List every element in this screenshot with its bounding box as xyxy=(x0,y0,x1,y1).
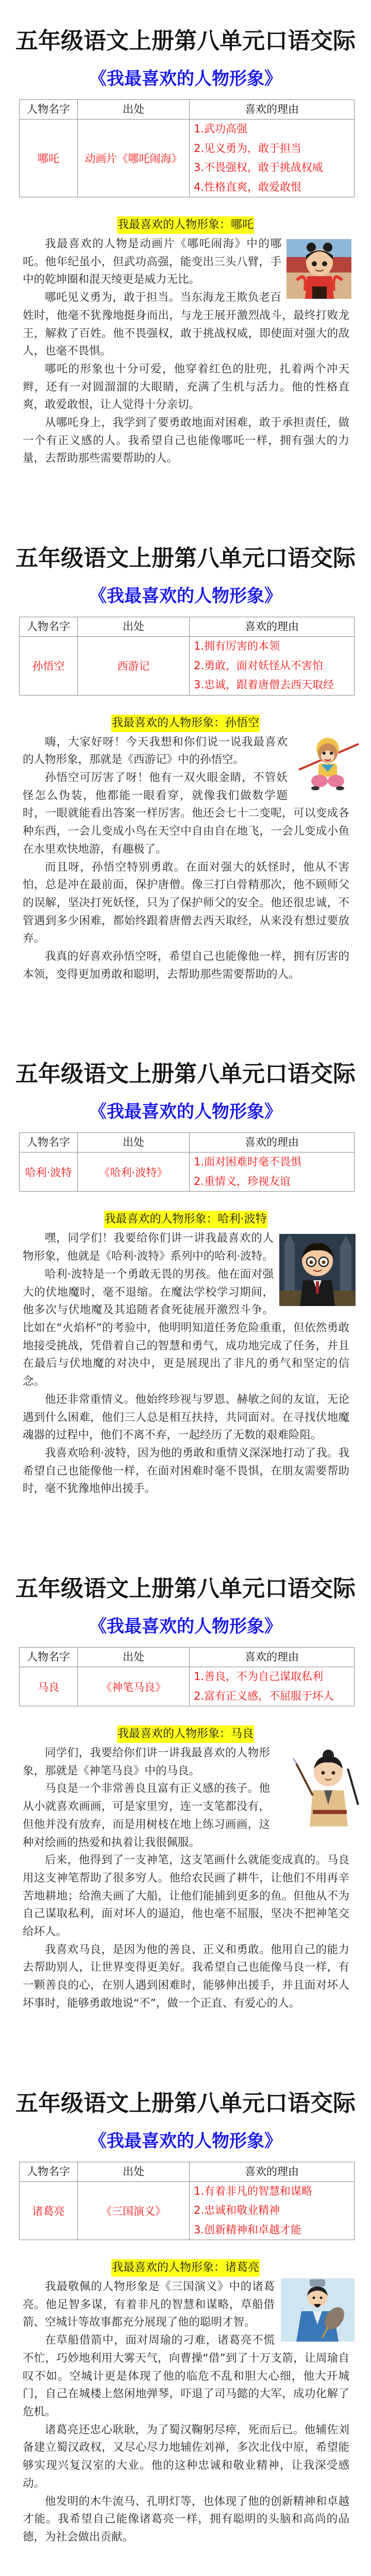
page-title: 五年级语文上册第八单元口语交际 xyxy=(15,28,356,54)
essay-paragraph: 马良是一个非常善良且富有正义感的孩子。他从小就喜欢画画，可是家里穷，连一支笔都没有，但他并没有放弃，而是用树枝在地上练习画画，这种对绘画的热爱和执着让我很佩服。 xyxy=(23,1782,270,1849)
character-section xyxy=(0,517,371,1033)
highlighted-heading: 我最喜欢的人物形象：哪吒 xyxy=(117,216,254,234)
page-title: 五年级语文上册第八单元口语交际 xyxy=(15,2090,356,2116)
character-info-table xyxy=(19,2162,355,2241)
character-info-table xyxy=(19,617,355,696)
essay-paragraph: 我喜欢哈利·波特，因为他的勇敢和重情义深深地打动了我。我希望自己也能像他一样，在面对困难时毫不畏惧，在朋友需要帮助时，毫不犹豫地伸出援手。 xyxy=(23,1446,349,1496)
zhuge-liang-illustration xyxy=(281,2278,355,2342)
table-header-row xyxy=(20,100,355,120)
essay-paragraph: 孙悟空可厉害了呀！他有一双火眼金睛，不管妖怪怎么伪装，他都能一眼看穿，就像我们做数学题时，一眼就能看出答案一样厉害。他还会七十二变呢，可以变成各种东西，一会儿变成小鸟在天空中自由自在地飞，一会儿变成小鱼在水里欢快地游，有趣极了。 xyxy=(23,771,349,856)
essay-paragraph: 同学们，我要给你们讲一讲我最喜欢的人物形象，那就是《神笔马良》中的马良。 xyxy=(23,1747,270,1777)
topic-subtitle: 《我最喜欢的人物形象》 xyxy=(89,2130,282,2151)
reason-item: 2.富有正义感，不屈服于坏人 xyxy=(194,1689,334,1702)
header-reasons: 喜欢的理由 xyxy=(190,2162,355,2181)
highlighted-heading: 我最喜欢的人物形象：马良 xyxy=(117,1725,254,1743)
reason-item: 3.不畏强权，敢于挑战权威 xyxy=(194,161,324,174)
topic-subtitle: 《我最喜欢的人物形象》 xyxy=(89,1101,282,1123)
reason-item: 1.拥有厉害的本领 xyxy=(194,640,280,653)
header-source: 出处 xyxy=(78,2162,190,2181)
character-name: 孙悟空 xyxy=(20,637,78,696)
reason-item: 3.忠诚，跟着唐僧去西天取经 xyxy=(194,679,334,691)
monkey-king-illustration xyxy=(295,734,363,791)
header-name: 人物名字 xyxy=(20,1648,78,1667)
page-title: 五年级语文上册第八单元口语交际 xyxy=(15,545,356,572)
ma-liang-illustration xyxy=(281,1748,364,1826)
character-info-table xyxy=(19,1132,355,1192)
essay-body xyxy=(0,235,371,468)
character-section xyxy=(0,2062,371,2567)
topic-subtitle: 《我最喜欢的人物形象》 xyxy=(89,586,282,607)
character-name: 哈利·波特 xyxy=(20,1153,78,1192)
essay-paragraph: 他还非常重情义。他始终珍视与罗恩、赫敏之间的友谊，无论遇到什么困难，他们三人总是相互扶持，共同面对。在寻找伏地魔魂器的过程中，他们不离不弃，一起经历了无数的艰难险阻。 xyxy=(23,1393,349,1442)
topic-subtitle: 《我最喜欢的人物形象》 xyxy=(89,1616,282,1637)
topic-subtitle: 《我最喜欢的人物形象》 xyxy=(89,69,282,89)
character-source: 西游记 xyxy=(78,637,190,696)
essay-paragraph: 哪吒见义勇为，敢于担当。当东海龙王欺负老百姓时，他毫不犹豫地挺身而出，与龙王展开激烈战斗，最终打败龙王，解救了百姓。他不畏强权，敢于挑战权威，即使面对强大的敌人，也毫不畏惧。 xyxy=(23,291,349,358)
essay-body xyxy=(0,1230,371,1498)
essay-paragraph: 后来，他得到了一支神笔，这支笔画什么就能变成真的。马良用这支神笔帮助了很多穷人。他给农民画了耕牛，让他们不用再辛苦地耕地；给渔夫画了大船，让他们能捕到更多的鱼。但他从不为自己谋取私利，面对坏人的逼迫，他也毫不屈服，坚决不把神笔交给坏人。 xyxy=(23,1854,349,1939)
page-title: 五年级语文上册第八单元口语交际 xyxy=(15,1575,356,1602)
nezha-illustration xyxy=(286,239,351,299)
harry-potter-illustration xyxy=(279,1234,356,1306)
essay-paragraph: 嘿，同学们！我要给你们讲一讲我最喜欢的人物形象，他就是《哈利·波特》系列中的哈利·波特。 xyxy=(23,1232,274,1263)
essay-paragraph: 我最喜欢的人物是动画片《哪吒闹海》中的哪吒。他年纪虽小，但武功高强，能变出三头八臂，手中的乾坤圈和混天绫更是威力无比。 xyxy=(23,238,281,286)
header-source: 出处 xyxy=(78,1133,190,1153)
character-source: 《三国演义》 xyxy=(78,2181,190,2240)
essay-paragraph: 我最敬佩的人物形象是《三国演义》中的诸葛亮。他足智多谋，有着非凡的智慧和谋略，草船借箭、空城计等故事都充分展现了他的聪明才智。 xyxy=(23,2280,275,2329)
character-name: 马良 xyxy=(20,1667,78,1706)
character-source: 动画片《哪吒闹海》 xyxy=(78,120,190,197)
character-section xyxy=(0,0,371,517)
table-header-row xyxy=(20,2162,355,2181)
character-section xyxy=(0,1548,371,2062)
reason-item: 1.面对困难时毫不畏惧 xyxy=(194,1156,302,1168)
essay-paragraph: 哈利·波特是一个勇敢无畏的男孩。他在面对强大的伏地魔时，毫不退缩。在魔法学校学习期间，他多次与伏地魔及其追随者食死徒展开激烈斗争。比如在“火焰杯”的考验中，他明明知道任务危险重重，但依然勇敢地接受挑战，凭借着自己的智慧和勇气，成功地完成了任务，并且在最后与伏地魔的对决中，更是展现出了非凡的勇气和坚定的信念。 xyxy=(23,1267,349,1388)
reason-item: 2.忠诚和敬业精神 xyxy=(194,2204,280,2217)
reason-item: 4.性格直爽，敢爱敢恨 xyxy=(194,180,302,193)
essay-paragraph: 哪吒的形象也十分可爱，他穿着红色的肚兜，扎着两个冲天辫，还有一对圆溜溜的大眼睛，充满了生机与活力。他的性格直爽，敢爱敢恨，让人觉得十分亲切。 xyxy=(23,362,349,412)
character-section xyxy=(0,1033,371,1548)
table-row xyxy=(20,637,355,696)
essay-paragraph: 我真的好喜欢孙悟空呀，希望自己也能像他一样，拥有厉害的本领，变得更加勇敢和聪明，去帮助那些需要帮助的人。 xyxy=(23,950,349,981)
header-name: 人物名字 xyxy=(20,617,78,637)
header-name: 人物名字 xyxy=(20,1133,78,1153)
highlighted-heading: 我最喜欢的人物形象：哈利·波特 xyxy=(104,1211,267,1228)
header-reasons: 喜欢的理由 xyxy=(190,1133,355,1153)
essay-body xyxy=(0,1744,371,2013)
header-source: 出处 xyxy=(78,1648,190,1667)
table-row xyxy=(20,120,355,197)
essay-paragraph: 而且呀，孙悟空特别勇敢。在面对强大的妖怪时，他从不害怕，总是冲在最前面，保护唐僧。像三打白骨精那次，他不顾师父的误解，坚决打死妖怪，只为了保护师父的安全。他还很忠诚，不管遇到多少困难，都始终跟着唐僧去西天取经，从来没有想过要放弃。 xyxy=(23,860,349,945)
table-header-row xyxy=(20,1133,355,1153)
reason-item: 1.善良，不为自己谋取私利 xyxy=(194,1670,324,1683)
essay-body xyxy=(0,2278,371,2547)
essay-paragraph: 嗨，大家好呀！今天我想和你们说一说我最喜欢的人物形象，那就是《西游记》中的孙悟空。 xyxy=(23,735,288,767)
header-reasons: 喜欢的理由 xyxy=(190,617,355,637)
header-reasons: 喜欢的理由 xyxy=(190,100,355,120)
reason-item: 2.勇敢，面对妖怪从不害怕 xyxy=(194,659,324,672)
reason-item: 1.有着非凡的智慧和谋略 xyxy=(194,2184,313,2197)
reasons-cell xyxy=(190,120,355,197)
table-row xyxy=(20,1153,355,1192)
header-source: 出处 xyxy=(78,100,190,120)
reasons-cell xyxy=(190,1667,355,1706)
reason-item: 1.武功高强 xyxy=(194,123,248,135)
table-row xyxy=(20,2181,355,2240)
essay-paragraph: 他发明的木牛流马、孔明灯等，也体现了他的创新精神和卓越才能。我希望自己能像诸葛亮一样，拥有聪明的头脑和高尚的品德，为社会做出贡献。 xyxy=(23,2495,349,2544)
highlighted-heading: 我最喜欢的人物形象：孙悟空 xyxy=(111,715,260,732)
header-name: 人物名字 xyxy=(20,2162,78,2181)
header-name: 人物名字 xyxy=(20,100,78,120)
page-title: 五年级语文上册第八单元口语交际 xyxy=(15,1061,356,1088)
header-source: 出处 xyxy=(78,617,190,637)
table-header-row xyxy=(20,617,355,637)
reason-item: 2.重情义，珍视友谊 xyxy=(194,1175,291,1188)
essay-paragraph: 我喜欢马良，是因为他的善良、正义和勇敢。他用自己的能力去帮助别人，让世界变得更美好。我希望自己也能像马良一样，有一颗善良的心，在别人遇到困难时，能够伸出援手，并且面对坏人坏事时，能够勇敢地说“不”，做一个正直、有爱心的人。 xyxy=(23,1943,349,2010)
reasons-cell xyxy=(190,637,355,696)
essay-paragraph: 从哪吒身上，我学到了要勇敢地面对困难，敢于承担责任，做一个有正义感的人。我希望自己也能像哪吒一样，拥有强大的力量，去帮助那些需要帮助的人。 xyxy=(23,416,349,465)
character-info-table xyxy=(19,1647,355,1706)
header-reasons: 喜欢的理由 xyxy=(190,1648,355,1667)
character-name: 哪吒 xyxy=(20,120,78,197)
essay-paragraph: 诸葛亮还忠心耿耿，为了蜀汉鞠躬尽瘁，死而后已。他辅佐刘备建立蜀汉政权，又尽心尽力地辅佐刘禅，多次北伐中原，希望能够实现兴复汉室的大业。他的这种忠诚和敬业精神，让我深受感动。 xyxy=(23,2423,349,2490)
character-name: 诸葛亮 xyxy=(20,2181,78,2240)
essay-paragraph: 在草船借箭中，面对周瑜的刁难，诸葛亮不慌不忙，巧妙地利用大雾天气，向曹操“借”到了十万支箭，让周瑜自叹不如。空城计更是体现了他的临危不乱和胆大心细，他大开城门，自己在城楼上悠闲地弹琴，吓退了司马懿的大军，成功化解了危机。 xyxy=(23,2334,349,2418)
reasons-cell xyxy=(190,2181,355,2240)
reason-item: 3.创新精神和卓越才能 xyxy=(194,2223,302,2236)
table-header-row xyxy=(20,1648,355,1667)
character-info-table xyxy=(19,99,355,197)
reason-item: 2.见义勇为，敢于担当 xyxy=(194,142,302,155)
reasons-cell xyxy=(190,1153,355,1192)
table-row xyxy=(20,1667,355,1706)
essay-body xyxy=(0,734,371,984)
character-source: 《神笔马良》 xyxy=(78,1667,190,1706)
highlighted-heading: 我最喜欢的人物形象：诸葛亮 xyxy=(111,2259,260,2277)
character-source: 《哈利·波特》 xyxy=(78,1153,190,1192)
